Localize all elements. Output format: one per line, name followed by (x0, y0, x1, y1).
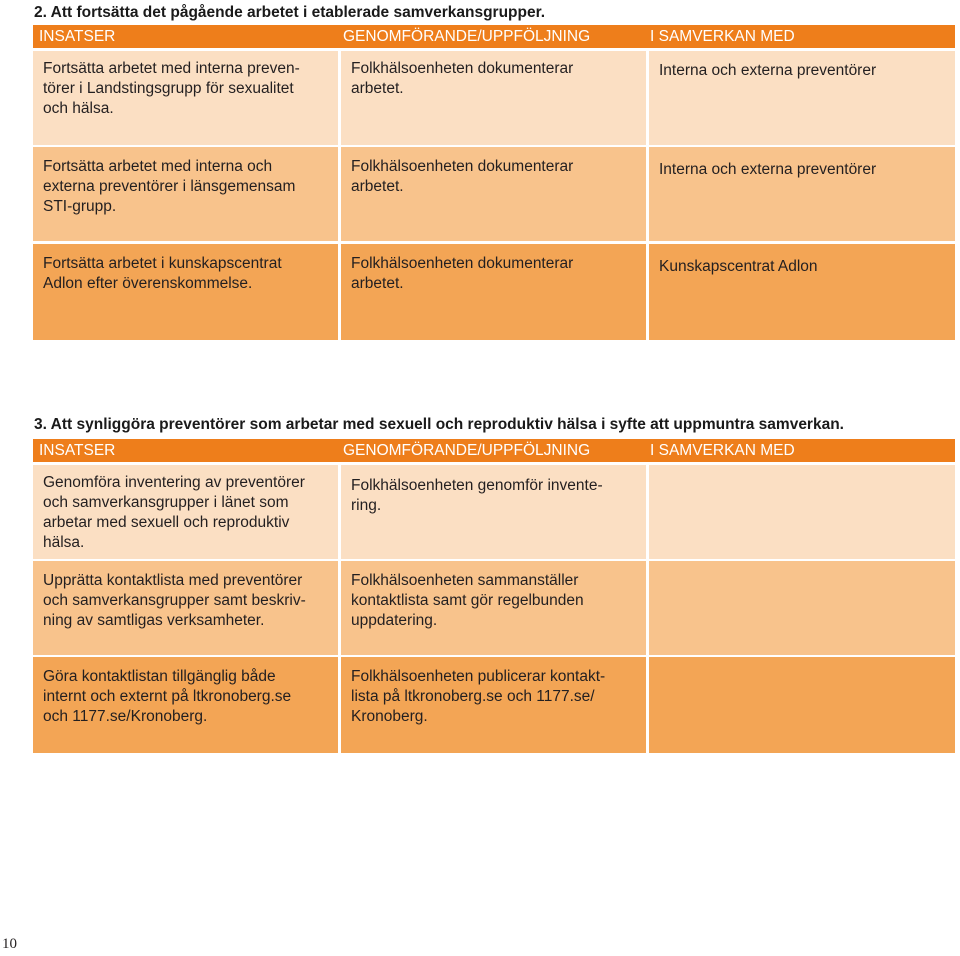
header-insatser: INSATSER (39, 28, 116, 45)
s3-row1-samverkan (649, 465, 955, 559)
header-genomforande: GENOMFÖRANDE/UPPFÖLJNING (343, 28, 591, 45)
s3-row3-genomforande: Folkhälsoenheten publicerar kontakt- lista på ltkronoberg.se och 1177.se/ Kronoberg. (341, 657, 646, 753)
section-2-header-row (33, 25, 955, 48)
section-2-title: 2. Att fortsätta det pågående arbetet i etablerade samverkansgrupper. (34, 4, 546, 21)
s2-row3-insats: Fortsätta arbetet i kunskapscentrat Adlon efter överenskommelse. (33, 244, 338, 340)
s3-row1-insats: Genomföra inventering av preventörer och samverkansgrupper i länet som arbetar med sexuell och reproduktiv hälsa. (33, 465, 338, 559)
s2-row3-genomforande: Folkhälsoenheten dokumenterar arbetet. (341, 244, 646, 340)
page-number: 10 (2, 936, 17, 952)
s3-row2-insats: Upprätta kontaktlista med preventörer och samverkansgrupper samt beskriv- ning av samtligas verksamheter. (33, 561, 338, 655)
s2-row2-genomforande: Folkhälsoenheten dokumenterar arbetet. (341, 147, 646, 241)
s3-row3-samverkan (649, 657, 955, 753)
section-3-header-row (33, 439, 955, 462)
header-samverkan: I SAMVERKAN MED (650, 28, 795, 45)
s3-row2-genomforande: Folkhälsoenheten sammanställer kontaktlista samt gör regelbunden uppdatering. (341, 561, 646, 655)
s2-row1-samverkan: Interna och externa preventörer (649, 51, 955, 145)
s3-row2-samverkan (649, 561, 955, 655)
section-3-title: 3. Att synliggöra preventörer som arbetar med sexuell och reproduktiv hälsa i syfte att uppmuntra samverkan. (34, 416, 844, 433)
s2-row1-genomforande: Folkhälsoenheten dokumenterar arbetet. (341, 51, 646, 145)
s2-row1-insats: Fortsätta arbetet med interna preven- törer i Landstingsgrupp för sexualitet och hälsa. (33, 51, 338, 145)
header-insatser: INSATSER (39, 442, 116, 459)
s3-row1-genomforande: Folkhälsoenheten genomför invente- ring. (341, 465, 646, 559)
header-genomforande: GENOMFÖRANDE/UPPFÖLJNING (343, 442, 591, 459)
s3-row3-insats: Göra kontaktlistan tillgänglig både internt och externt på ltkronoberg.se och 1177.se/Kronoberg. (33, 657, 338, 753)
s2-row2-samverkan: Interna och externa preventörer (649, 147, 955, 241)
s2-row2-insats: Fortsätta arbetet med interna och externa preventörer i länsgemensam STI-grupp. (33, 147, 338, 241)
header-samverkan: I SAMVERKAN MED (650, 442, 795, 459)
s2-row3-samverkan: Kunskapscentrat Adlon (649, 244, 955, 340)
